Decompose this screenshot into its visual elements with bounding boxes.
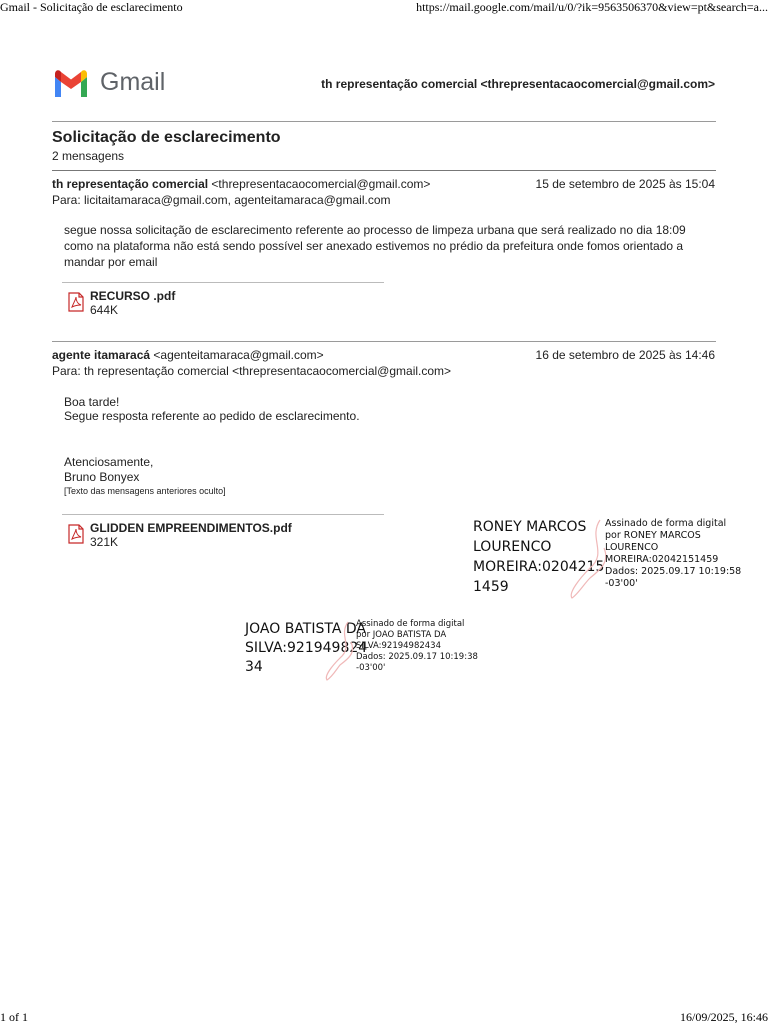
print-page-url: https://mail.google.com/mail/u/0/?ik=9563506370&view=pt&search=a... bbox=[416, 0, 768, 14]
sender-email: <threpresentacaocomercial@gmail.com> bbox=[211, 177, 431, 191]
gmail-logo bbox=[52, 66, 170, 100]
attachment-name[interactable]: GLIDDEN EMPREENDIMENTOS.pdf bbox=[90, 521, 292, 535]
message-body-line: Boa tarde! bbox=[64, 395, 120, 409]
signature-details: Assinado de forma digital por RONEY MARCOS LOURENCO MOREIRA:02042151459 Dados: 2025.09.17 10:19:58 -03'00' bbox=[605, 518, 742, 589]
sender-name: th representação comercial bbox=[52, 177, 209, 191]
attachment-name[interactable]: RECURSO .pdf bbox=[90, 289, 176, 303]
message-date: 15 de setembro de 2025 às 15:04 bbox=[535, 177, 715, 191]
message-recipients: Para: th representação comercial <threpresentacaocomercial@gmail.com> bbox=[52, 364, 452, 378]
quoted-text-note[interactable]: [Texto das mensagens anteriores oculto] bbox=[64, 486, 226, 496]
signature-details: Assinado de forma digital por JOAO BATISTA DA SILVA:92194982434 Dados: 2025.09.17 10:19:38 -03'00' bbox=[356, 619, 478, 673]
message-body-line: mandar por email bbox=[64, 255, 158, 269]
print-datetime: 16/09/2025, 16:46 bbox=[679, 1010, 768, 1024]
message-sender bbox=[52, 348, 324, 362]
thread-message-count: 2 mensagens bbox=[52, 149, 125, 163]
message-body-line: Atenciosamente, bbox=[64, 455, 154, 469]
message-body-line: como na plataforma não está sendo possível ser anexado estivemos no prédio da prefeitura onde fomos orientado a bbox=[64, 239, 684, 253]
gmail-logo-text: Gmail bbox=[100, 68, 166, 96]
attachment-size: 644K bbox=[90, 303, 119, 317]
pdf-file-icon bbox=[68, 292, 84, 312]
signature-name: RONEY MARCOS LOURENCO MOREIRA:0204215 1459 bbox=[473, 519, 605, 595]
sender-name: agente itamaracá bbox=[52, 348, 151, 362]
account-label: th representação comercial <threpresentacaocomercial@gmail.com> bbox=[321, 77, 715, 91]
message-date: 16 de setembro de 2025 às 14:46 bbox=[535, 348, 715, 362]
thread-subject: Solicitação de esclarecimento bbox=[52, 129, 281, 146]
pdf-file-icon bbox=[68, 524, 84, 544]
print-page-title: Gmail - Solicitação de esclarecimento bbox=[0, 0, 183, 14]
message-sender bbox=[52, 177, 430, 191]
print-page-number: 1 of 1 bbox=[0, 1010, 28, 1024]
message-body-line: Bruno Bonyex bbox=[64, 470, 140, 484]
message-recipients: Para: licitaitamaraca@gmail.com, agenteitamaraca@gmail.com bbox=[52, 193, 391, 207]
gmail-m-icon bbox=[52, 68, 90, 98]
attachment-size: 321K bbox=[90, 535, 119, 549]
message-body-line: Segue resposta referente ao pedido de esclarecimento. bbox=[64, 409, 360, 423]
sender-email: <agenteitamaraca@gmail.com> bbox=[153, 348, 324, 362]
signature-name: JOAO BATISTA DA SILVA:921949824 34 bbox=[245, 621, 368, 675]
message-body-line: segue nossa solicitação de esclarecimento referente ao processo de limpeza urbana que será realizado no dia 18:09 bbox=[64, 223, 686, 237]
